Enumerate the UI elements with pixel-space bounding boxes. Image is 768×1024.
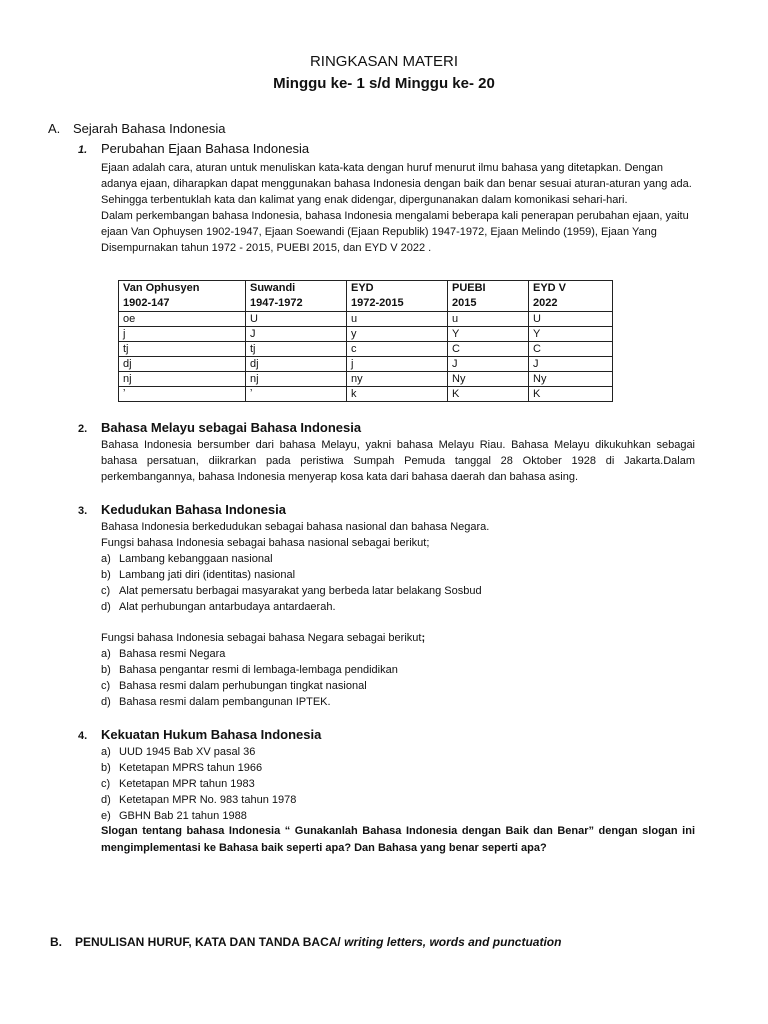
subsection-3-intro-1: Bahasa Indonesia berkedudukan sebagai bahasa nasional dan bahasa Negara.: [101, 521, 490, 533]
list-item: d) Ketetapan MPR No. 983 tahun 1978: [101, 794, 297, 806]
table-header-cell: EYD 1972-2015: [347, 281, 448, 312]
subsection-1-paragraph-2: Dalam perkembangan bahasa Indonesia, bahasa Indonesia mengalami beberapa kali penerapan perubahan ejaan, yaitu ejaan Van Ophuysen 1902-1947, Ejaan Soewandi (Ejaan Republik) 1947-1972, Ejaan Melindo (1959), Ejaan Yang Disempurnakan tahun 1972 - 2015, PUEBI 2015, dan EYD V 2022 .: [101, 210, 689, 254]
subsection-3-intro-2: Fungsi bahasa Indonesia sebagai bahasa nasional sebagai berikut;: [101, 537, 430, 549]
doc-title: RINGKASAN MATERI: [309, 53, 459, 70]
list-item: c) Bahasa resmi dalam perhubungan tingkat nasional: [101, 680, 367, 692]
subsection-1-paragraph-1: Ejaan adalah cara, aturan untuk menuliskan kata-kata dengan huruf menurut ilmu bahasa yang ditetapkan. Dengan adanya ejaan, diharapkan dapat menggunakan bahasa Indonesia dengan baik dan benar sesuai aturan-aturan yang ada. Sehingga terbentuklah kata dan kalimat yang enak didengar, dipergunanakan dalam komonikasi sehari-hari.: [101, 162, 692, 206]
table-cell: u: [347, 312, 448, 327]
table-header-cell: PUEBI 2015: [448, 281, 529, 312]
table-cell: k: [347, 387, 448, 402]
list-item: e) GBHN Bab 21 tahun 1988: [101, 810, 247, 822]
table-cell: tj: [246, 342, 347, 357]
table-cell: oe: [119, 312, 246, 327]
section-b-label: B.: [50, 935, 62, 949]
list-item: c) Alat pemersatu berbagai masyarakat yang berbeda latar belakang Sosbud: [101, 585, 482, 597]
list-item: b) Bahasa pengantar resmi di lembaga-lembaga pendidikan: [101, 664, 398, 676]
table-cell: K: [448, 387, 529, 402]
subsection-2-body: [101, 437, 695, 485]
subsection-4-body: [101, 744, 296, 824]
subsection-4-heading: [78, 727, 321, 742]
table-cell: ʼ: [119, 387, 246, 402]
section-a-label: A.: [48, 121, 61, 136]
section-a-heading: [48, 121, 226, 136]
table-cell: Y: [529, 327, 613, 342]
table-cell: U: [529, 312, 613, 327]
subsection-2-title: Bahasa Melayu sebagai Bahasa Indonesia: [101, 420, 362, 435]
table-cell: K: [529, 387, 613, 402]
subsection-4-number: 4.: [78, 730, 88, 742]
list-item: d) Alat perhubungan antarbudaya antardaerah.: [101, 601, 336, 613]
table-cell: C: [448, 342, 529, 357]
list-item: d) Bahasa resmi dalam pembangunan IPTEK.: [101, 696, 331, 708]
table-cell: y: [347, 327, 448, 342]
subsection-1-number: 1.: [78, 144, 88, 156]
doc-subtitle: Minggu ke- 1 s/d Minggu ke- 20: [273, 75, 495, 92]
table-cell: dj: [119, 357, 246, 372]
table-cell: Ny: [529, 372, 613, 387]
table-header-cell: Van Ophusyen 1902-147: [119, 281, 246, 312]
table-cell: j: [119, 327, 246, 342]
table-cell: Y: [448, 327, 529, 342]
table-row: [119, 342, 613, 357]
subsection-2-paragraph: Bahasa Indonesia bersumber dari bahasa Melayu, yakni bahasa Melayu Riau. Bahasa Melayu dikukuhkan sebagai bahasa persatuan, diikrarkan pada peristiwa Sumpah Pemuda tanggal 28 Oktober 1928 di Jakarta.Dalam perkembangannya, bahasa Indonesia menyerap kosa kata dari bahasa daerah dan bahasa asing.: [101, 439, 695, 483]
table-cell: nj: [119, 372, 246, 387]
section-b-title: PENULISAN HURUF, KATA DAN TANDA BACA/: [75, 935, 345, 949]
subsection-1-title: Perubahan Ejaan Bahasa Indonesia: [101, 141, 310, 156]
subsection-3-number: 3.: [78, 505, 88, 517]
subsection-1-body: [101, 160, 695, 256]
section-a-title: Sejarah Bahasa Indonesia: [73, 121, 226, 136]
subsection-4-title: Kekuatan Hukum Bahasa Indonesia: [101, 727, 322, 742]
subsection-3-intro-3: Fungsi bahasa Indonesia sebagai bahasa Negara sebagai berikut;: [101, 632, 426, 644]
list-item: b) Lambang jati diri (identitas) nasional: [101, 569, 296, 581]
table-row: [119, 312, 613, 327]
table-row: [119, 387, 613, 402]
table-row: [119, 327, 613, 342]
subsection-3-body: [101, 519, 489, 615]
table-cell: ʼ: [246, 387, 347, 402]
list-item: a) Bahasa resmi Negara: [101, 648, 226, 660]
table-header-cell: EYD V 2022: [529, 281, 613, 312]
table-header-row: [119, 281, 613, 312]
table-cell: U: [246, 312, 347, 327]
table-cell: J: [448, 357, 529, 372]
section-b-heading: [50, 935, 561, 949]
table-cell: ny: [347, 372, 448, 387]
table-cell: J: [246, 327, 347, 342]
subsection-3-heading: [78, 502, 286, 517]
table-cell: dj: [246, 357, 347, 372]
slogan-question: Slogan tentang bahasa Indonesia “ Gunakanlah Bahasa Indonesia dengan Baik dan Benar” dengan slogan ini mengimplementasi ke Bahasa baik seperti apa? Dan Bahasa yang benar seperti apa?: [101, 825, 695, 854]
table-cell: u: [448, 312, 529, 327]
table-cell: c: [347, 342, 448, 357]
table-cell: J: [529, 357, 613, 372]
subsection-3-title: Kedudukan Bahasa Indonesia: [101, 502, 286, 517]
ejaan-table: [118, 280, 613, 402]
subsection-2-heading: [78, 420, 361, 435]
list-item: a) UUD 1945 Bab XV pasal 36: [101, 746, 256, 758]
subsection-3-body-2: [101, 630, 425, 710]
subsection-2-number: 2.: [78, 423, 88, 435]
subsection-1-heading: [78, 141, 309, 156]
list-item: c) Ketetapan MPR tahun 1983: [101, 778, 255, 790]
section-b-title-italic: writing letters, words and punctuation: [344, 935, 562, 949]
table-cell: j: [347, 357, 448, 372]
table-cell: C: [529, 342, 613, 357]
table-header-cell: Suwandi 1947-1972: [246, 281, 347, 312]
list-item: a) Lambang kebanggaan nasional: [101, 553, 273, 565]
list-item: b) Ketetapan MPRS tahun 1966: [101, 762, 263, 774]
table-cell: tj: [119, 342, 246, 357]
table-cell: nj: [246, 372, 347, 387]
table-row: [119, 372, 613, 387]
table-row: [119, 357, 613, 372]
table-cell: Ny: [448, 372, 529, 387]
